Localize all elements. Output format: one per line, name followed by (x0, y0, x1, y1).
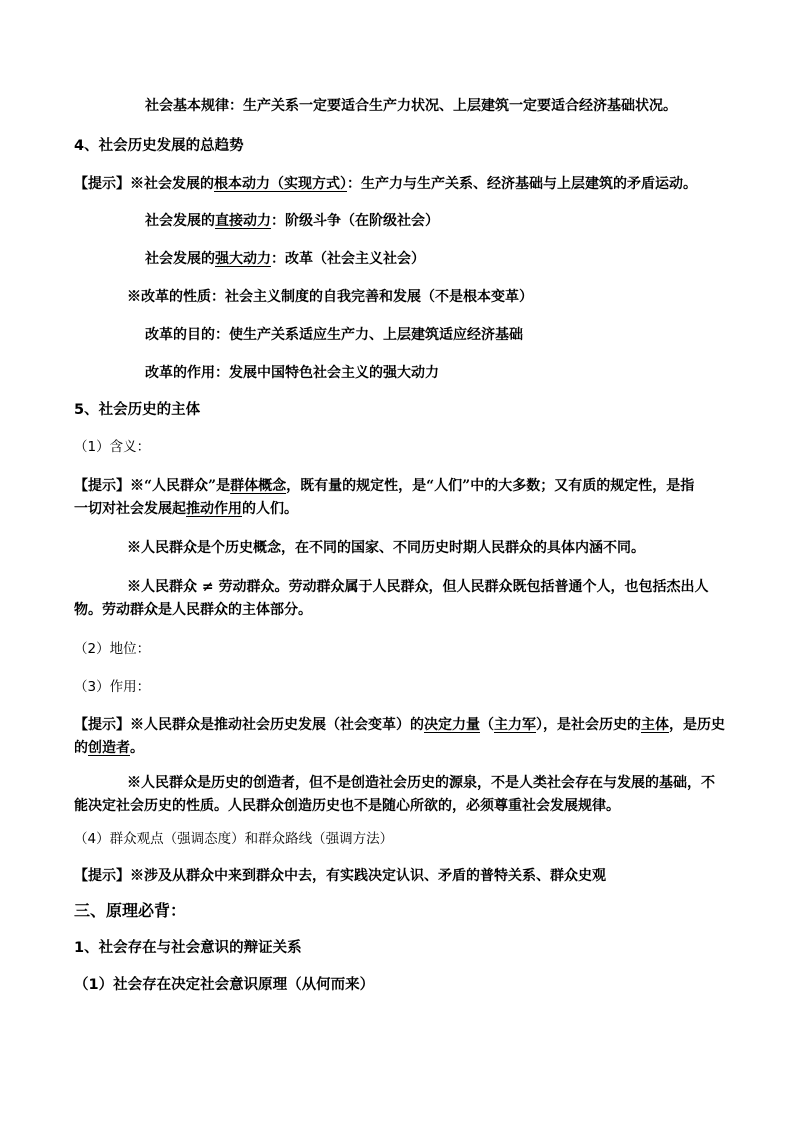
section-5-heading: 5、社会历史的主体 (74, 402, 201, 418)
sub-4-label: （4）群众观点（强调态度）和群众路线（强调方法） (74, 831, 394, 847)
labor-line-b: 物。劳动群众是人民群众的主体部分。 (74, 602, 312, 618)
reform-role-line: 改革的作用：发展中国特色社会主义的强大动力 (145, 365, 439, 381)
subsection-1-heading: 1、社会存在与社会意识的辩证关系 (74, 940, 302, 956)
creator-line-a: ※人民群众是历史的创造者，但不是创造社会历史的源泉，不是人类社会存在与发展的基础，不 (127, 775, 715, 791)
tip-line-4: 【提示】※涉及从群众中来到群众中去，有实践决定认识、矛盾的普特关系、群众史观 (74, 868, 606, 884)
sub-3-label: （3）作用： (74, 679, 151, 695)
concept-line: ※人民群众是个历史概念，在不同的国家、不同历史时期人民群众的具体内涵不同。 (127, 540, 645, 556)
tip-line-2b: 一切对社会发展起推动作用的人们。 (74, 501, 298, 517)
reform-purpose-line: 改革的目的：使生产关系适应生产力、上层建筑适应经济基础 (145, 327, 523, 343)
tip-line-3b: 的创造者。 (74, 740, 144, 756)
strong-force-line: 社会发展的强大动力：改革（社会主义社会） (145, 251, 425, 267)
direct-force-line: 社会发展的直接动力：阶级斗争（在阶级社会） (145, 213, 439, 229)
law-line: 社会基本规律：生产关系一定要适合生产力状况、上层建筑一定要适合经济基础状况。 (145, 98, 677, 114)
tip-line-3a: 【提示】※人民群众是推动社会历史发展（社会变革）的决定力量（主力军），是社会历史的主体，是历史 (74, 717, 725, 733)
creator-line-b: 能决定社会历史的性质。人民群众创造历史也不是随心所欲的，必须尊重社会发展规律。 (74, 798, 620, 814)
subsection-1-1-heading: （1）社会存在决定社会意识原理（从何而来） (74, 977, 375, 993)
sub-2-label: （2）地位： (74, 641, 151, 657)
reform-nature-line: ※改革的性质：社会主义制度的自我完善和发展（不是根本变革） (127, 289, 533, 305)
tip-line-1: 【提示】※社会发展的根本动力（实现方式）：生产力与生产关系、经济基础与上层建筑的矛盾运动。 (74, 176, 697, 192)
section-3-heading: 三、原理必背： (74, 901, 187, 920)
section-4-heading: 4、社会历史发展的总趋势 (74, 138, 244, 154)
sub-1-label: （1）含义： (74, 439, 151, 455)
tip-line-2a: 【提示】※“人民群众”是群体概念，既有量的规定性，是“人们”中的大多数；又有质的规定性，是指 (74, 478, 695, 494)
labor-line-a: ※人民群众 ≠ 劳动群众。劳动群众属于人民群众，但人民群众既包括普通个人，也包括杰出人 (127, 579, 709, 595)
